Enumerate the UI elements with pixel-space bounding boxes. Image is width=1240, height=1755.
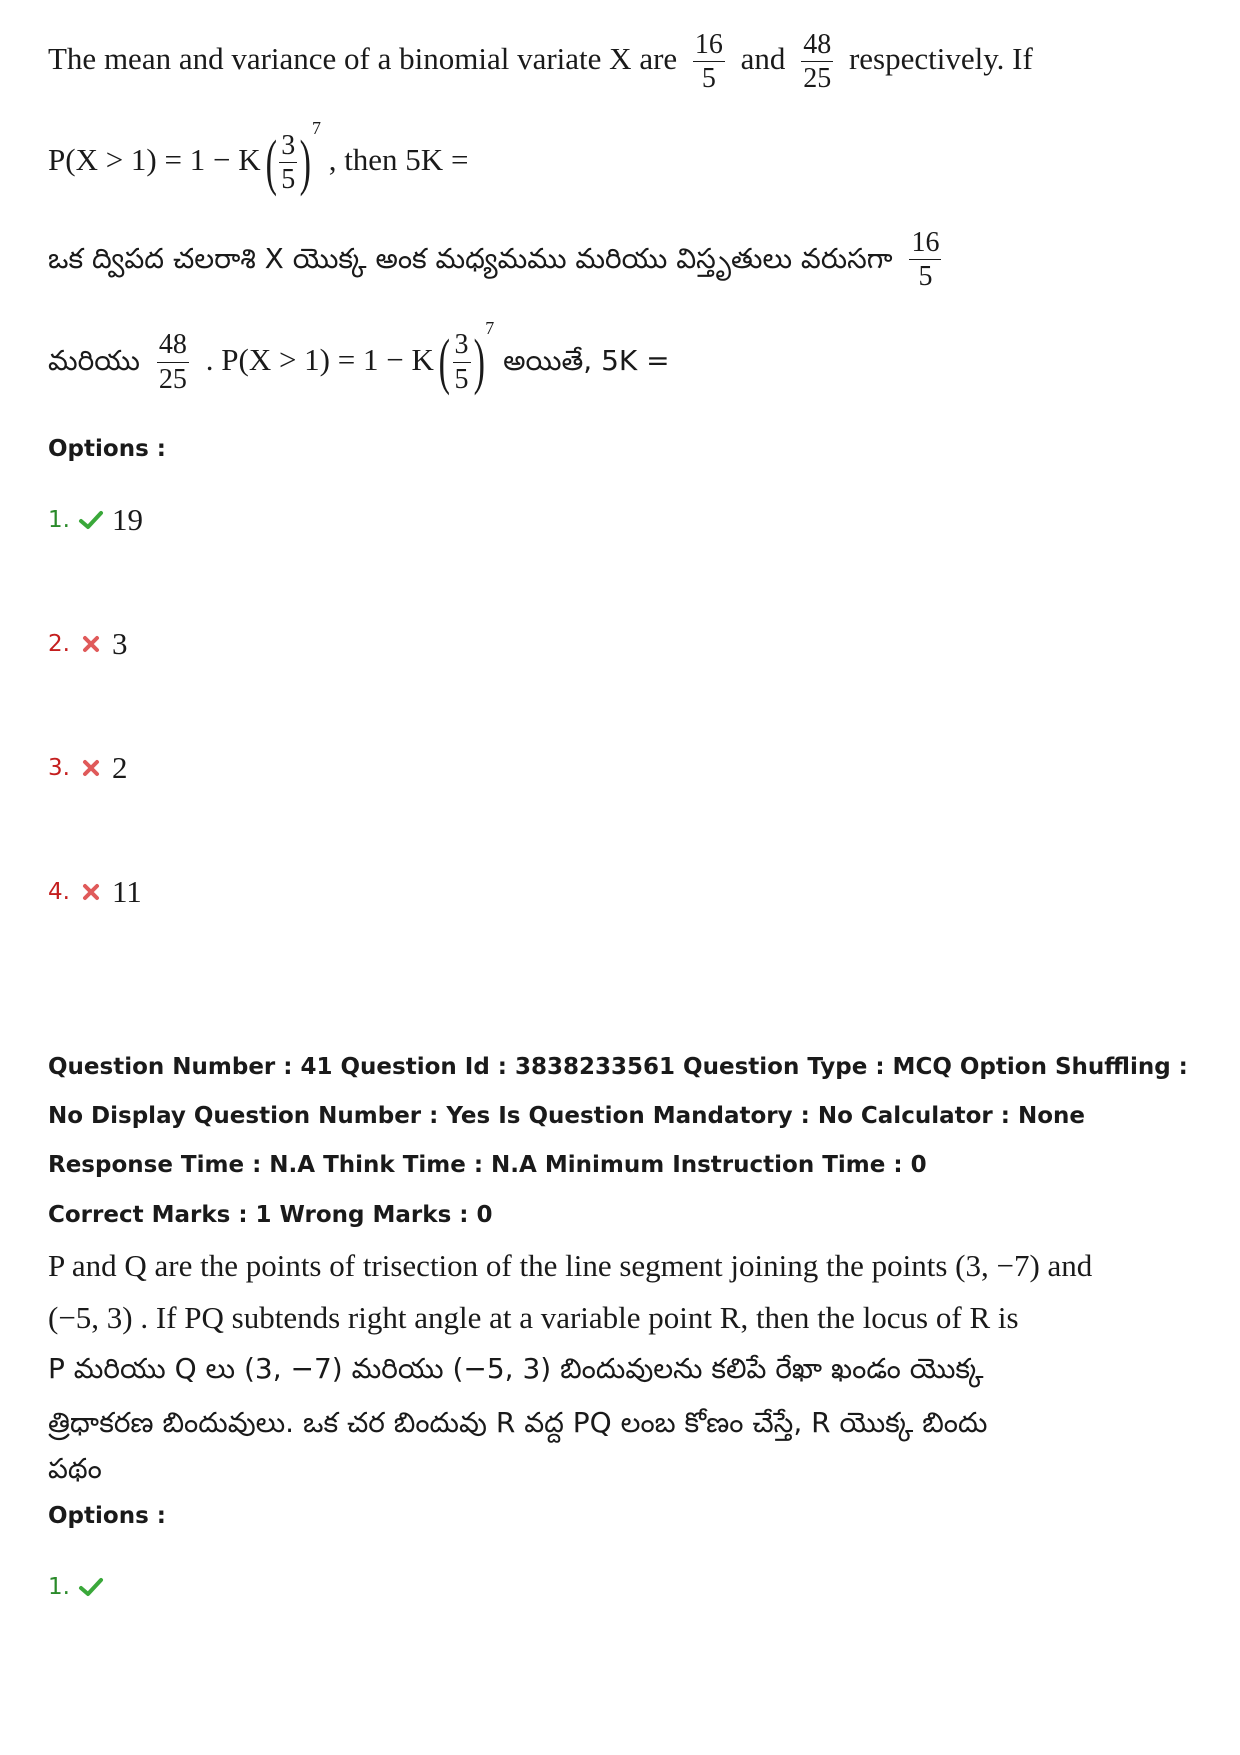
parenthesized-fraction: ( $\frac{3}{5}$ )	[265, 128, 312, 197]
option-number: 3.	[48, 755, 70, 781]
check-icon	[78, 509, 104, 531]
q40-option-4[interactable]	[48, 874, 142, 910]
te-mean-numerator: 16	[909, 228, 941, 260]
option-number: 4.	[48, 879, 70, 905]
te-exponent: 7	[485, 318, 495, 338]
q40-te-line2	[48, 318, 670, 394]
q40-option-1[interactable]	[48, 502, 143, 538]
option-number: 1.	[48, 507, 70, 533]
option-value: 2	[111, 750, 128, 785]
option-value: 11	[111, 874, 142, 909]
variance-denominator: 25	[803, 63, 832, 95]
check-icon	[78, 1576, 104, 1598]
q40-option-3[interactable]	[48, 750, 127, 786]
q41-en-line1: P and Q are the points of trisection of the line segment joining the points (3, −7) and	[48, 1248, 1093, 1283]
mean-numerator: 16	[693, 30, 725, 62]
q41-meta: Question Number : 41 Question Id : 3838233561 Question Type : MCQ Option Shuffling : No Display Question Number : Yes Is Question Mandatory : No Calculator : None Response Time : N.A Think Time : N.A Minimum Instruction Time : 0	[48, 1054, 1188, 1178]
te-equation-left: . P(X > 1) = 1 − K	[205, 342, 434, 377]
te-line2-suffix: అయితే, 5K =	[503, 344, 670, 377]
variance-fraction	[801, 30, 833, 94]
te-p-numerator: 3	[453, 330, 471, 362]
option-number: 1.	[48, 1574, 70, 1600]
q41-te-line2: త్రిధాకరణ బిందువులు. ఒక చర బిందువు R వద్ద PQ లంబ కోణం చేస్తే, R యొక్క బిందు	[48, 1406, 988, 1439]
option-value: 19	[111, 502, 143, 537]
cross-icon	[78, 881, 104, 903]
and-word: and	[740, 41, 786, 76]
te-parenthesized-fraction: ( $\frac{3}{5}$ )	[438, 328, 485, 396]
mean-fraction	[693, 30, 725, 94]
cross-icon	[78, 757, 104, 779]
p-denominator: 5	[281, 164, 296, 196]
q40-option-2[interactable]	[48, 626, 127, 662]
te-variance-denominator: 25	[158, 363, 187, 395]
q40-en-text: The mean and variance of a binomial variate X are	[48, 41, 678, 76]
q41-marks: Correct Marks : 1 Wrong Marks : 0	[48, 1202, 493, 1228]
option-value: 3	[111, 626, 128, 661]
mean-denominator: 5	[701, 63, 716, 95]
variance-numerator: 48	[801, 30, 833, 62]
cross-icon	[78, 633, 104, 655]
te-variance-fraction	[157, 330, 189, 394]
q40-en-line2-suffix: , then 5K =	[328, 142, 469, 177]
exponent: 7	[311, 118, 321, 138]
q41-option-1[interactable]	[48, 1574, 112, 1600]
q40-te-line1	[48, 228, 949, 292]
option-number: 2.	[48, 631, 70, 657]
q41-en-line2: (−5, 3) . If PQ subtends right angle at a variable point R, then the locus of R is	[48, 1300, 1019, 1335]
te-variance-numerator: 48	[157, 330, 189, 362]
q40-options-label: Options :	[48, 436, 166, 462]
te-and-word: మరియు	[48, 344, 140, 377]
q40-en-equation	[48, 118, 468, 195]
q40-en-suffix: respectively. If	[848, 41, 1033, 76]
equation-left: P(X > 1) = 1 − K	[48, 142, 261, 177]
p-numerator: 3	[279, 131, 297, 163]
q41-te-line1: P మరియు Q లు (3, −7) మరియు (−5, 3) బిందువులను కలిపే రేఖా ఖండం యొక్క	[48, 1352, 984, 1385]
q40-te-text: ఒక ద్విపద చలరాశి X యొక్క అంక మధ్యమము మరియు విస్తృతులు వరుసగా	[48, 241, 893, 275]
q40-en-line1	[48, 30, 1033, 94]
te-mean-fraction	[909, 228, 941, 292]
te-p-denominator: 5	[454, 363, 469, 395]
q41-te-line3: పథం	[48, 1452, 102, 1485]
te-mean-denominator: 5	[918, 261, 933, 293]
q41-options-label: Options :	[48, 1503, 166, 1529]
